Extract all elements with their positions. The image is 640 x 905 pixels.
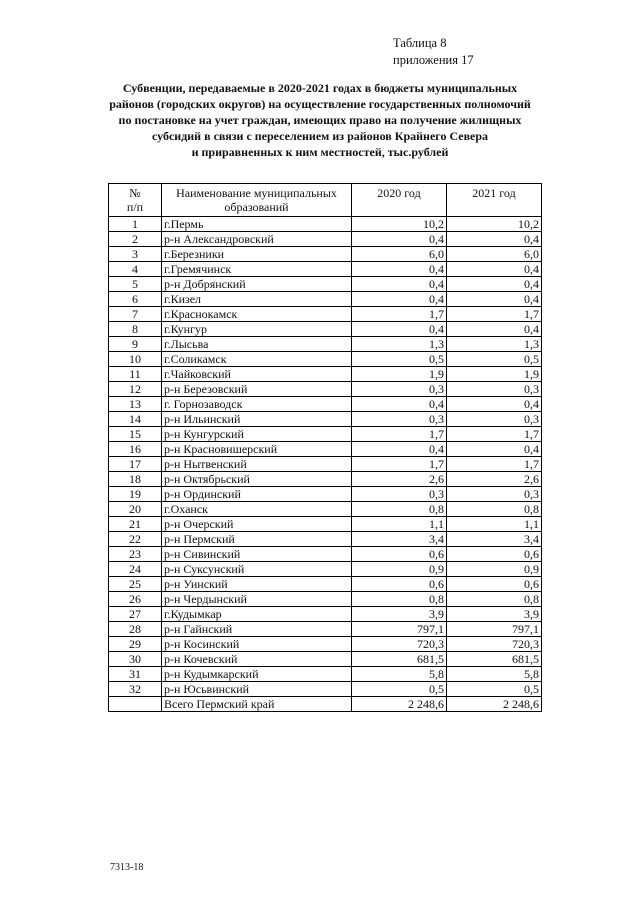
row-name: г.Кунгур [162, 322, 352, 337]
table-row [109, 337, 542, 352]
subsidy-table [108, 183, 542, 712]
row-name: г.Чайковский [162, 367, 352, 382]
table-row [109, 232, 542, 247]
table-row [109, 577, 542, 592]
row-value-2021: 0,3 [447, 412, 542, 427]
row-number: 2 [109, 232, 162, 247]
title-line-1: Субвенции, передаваемые в 2020-2021 годах в бюджеты муниципальных [122, 81, 518, 95]
row-name: г.Лысьва [162, 337, 352, 352]
row-name: г.Пермь [162, 217, 352, 232]
row-value-2020: 1,7 [352, 427, 447, 442]
table-row [109, 682, 542, 697]
table-row [109, 562, 542, 577]
row-number: 3 [109, 247, 162, 262]
row-value-2021: 0,4 [447, 322, 542, 337]
row-value-2021: 6,0 [447, 247, 542, 262]
row-number: 9 [109, 337, 162, 352]
row-value-2021: 0,4 [447, 277, 542, 292]
row-value-2020: 5,8 [352, 667, 447, 682]
row-value-2020: 0,8 [352, 502, 447, 517]
row-name: р-н Ординский [162, 487, 352, 502]
table-row [109, 352, 542, 367]
row-value-2020: 3,4 [352, 532, 447, 547]
row-value-2021: 3,4 [447, 532, 542, 547]
table-row [109, 457, 542, 472]
row-value-2021: 797,1 [447, 622, 542, 637]
row-value-2020: 2,6 [352, 472, 447, 487]
row-name: р-н Октябрьский [162, 472, 352, 487]
row-value-2020: 1,3 [352, 337, 447, 352]
table-row [109, 667, 542, 682]
row-number: 11 [109, 367, 162, 382]
row-name: р-н Пермский [162, 532, 352, 547]
row-name: р-н Красновишерский [162, 442, 352, 457]
row-number: 1 [109, 217, 162, 232]
table-row [109, 412, 542, 427]
row-name: г.Гремячинск [162, 262, 352, 277]
row-number: 5 [109, 277, 162, 292]
table-row [109, 382, 542, 397]
table-row [109, 592, 542, 607]
row-value-2021: 5,8 [447, 667, 542, 682]
row-number: 6 [109, 292, 162, 307]
table-row [109, 532, 542, 547]
row-value-2021: 0,5 [447, 352, 542, 367]
total-label: Всего Пермский край [162, 697, 352, 712]
row-value-2020: 0,3 [352, 412, 447, 427]
header-2020: 2020 год [352, 184, 447, 217]
row-name: р-н Кудымкарский [162, 667, 352, 682]
row-number: 21 [109, 517, 162, 532]
header-number-line-2: п/п [126, 200, 144, 214]
row-number: 23 [109, 547, 162, 562]
title-line-3: по постановке на учет граждан, имеющих право на получение жилищных [118, 113, 522, 127]
total-value-2021: 2 248,6 [447, 697, 542, 712]
row-number: 14 [109, 412, 162, 427]
table-row [109, 502, 542, 517]
table-row [109, 247, 542, 262]
row-value-2020: 1,1 [352, 517, 447, 532]
table-row [109, 487, 542, 502]
row-number: 26 [109, 592, 162, 607]
row-number: 16 [109, 442, 162, 457]
row-value-2020: 0,3 [352, 487, 447, 502]
row-name: р-н Косинский [162, 637, 352, 652]
row-value-2021: 720,3 [447, 637, 542, 652]
row-value-2021: 0,4 [447, 292, 542, 307]
row-name: р-н Добрянский [162, 277, 352, 292]
row-value-2021: 1,9 [447, 367, 542, 382]
reference-line-2: приложения 17 [393, 53, 474, 67]
row-number: 25 [109, 577, 162, 592]
row-value-2020: 0,4 [352, 292, 447, 307]
total-value-2020: 2 248,6 [352, 697, 447, 712]
row-name: р-н Очерский [162, 517, 352, 532]
table-body [109, 217, 542, 712]
row-number: 22 [109, 532, 162, 547]
row-value-2021: 0,6 [447, 577, 542, 592]
table-row [109, 307, 542, 322]
row-value-2020: 0,4 [352, 262, 447, 277]
row-name: р-н Суксунский [162, 562, 352, 577]
row-number: 24 [109, 562, 162, 577]
row-value-2021: 1,1 [447, 517, 542, 532]
table-row [109, 427, 542, 442]
table-reference [393, 35, 474, 69]
row-name: р-н Юсьвинский [162, 682, 352, 697]
row-value-2021: 0,3 [447, 382, 542, 397]
row-value-2021: 0,4 [447, 262, 542, 277]
document-title [100, 80, 540, 160]
row-value-2021: 681,5 [447, 652, 542, 667]
table-row [109, 607, 542, 622]
table-header-row [109, 184, 542, 217]
header-2021: 2021 год [447, 184, 542, 217]
table-row [109, 262, 542, 277]
row-value-2021: 0,4 [447, 397, 542, 412]
row-value-2021: 10,2 [447, 217, 542, 232]
title-line-4: субсидий в связи с переселением из районов Крайнего Севера [151, 129, 489, 143]
row-name: р-н Чердынский [162, 592, 352, 607]
row-value-2021: 1,7 [447, 307, 542, 322]
row-name: р-н Уинский [162, 577, 352, 592]
row-value-2021: 0,3 [447, 487, 542, 502]
table-row [109, 652, 542, 667]
row-value-2020: 0,6 [352, 577, 447, 592]
row-number: 28 [109, 622, 162, 637]
table-row [109, 547, 542, 562]
row-value-2021: 0,5 [447, 682, 542, 697]
row-name: р-н Нытвенский [162, 457, 352, 472]
row-value-2020: 0,8 [352, 592, 447, 607]
table-row [109, 277, 542, 292]
row-value-2020: 0,4 [352, 322, 447, 337]
row-value-2020: 1,7 [352, 307, 447, 322]
row-name: р-н Александровский [162, 232, 352, 247]
table-row [109, 472, 542, 487]
row-value-2020: 10,2 [352, 217, 447, 232]
row-value-2021: 0,6 [447, 547, 542, 562]
table-row [109, 217, 542, 232]
row-value-2021: 2,6 [447, 472, 542, 487]
row-value-2020: 0,6 [352, 547, 447, 562]
row-name: г.Соликамск [162, 352, 352, 367]
row-value-2020: 0,3 [352, 382, 447, 397]
table-row [109, 442, 542, 457]
table-row [109, 367, 542, 382]
header-name-line-2: образований [224, 200, 289, 214]
reference-line-1: Таблица 8 [393, 36, 447, 50]
row-name: р-н Березовский [162, 382, 352, 397]
row-value-2020: 0,5 [352, 682, 447, 697]
row-value-2020: 0,5 [352, 352, 447, 367]
table-row [109, 637, 542, 652]
row-value-2021: 0,8 [447, 592, 542, 607]
table-row [109, 292, 542, 307]
row-name: р-н Сивинский [162, 547, 352, 562]
row-number: 20 [109, 502, 162, 517]
row-number: 10 [109, 352, 162, 367]
row-value-2021: 0,4 [447, 442, 542, 457]
row-value-2020: 0,4 [352, 277, 447, 292]
row-name: р-н Гайнский [162, 622, 352, 637]
table-row [109, 322, 542, 337]
table-row [109, 622, 542, 637]
row-value-2020: 1,9 [352, 367, 447, 382]
row-number: 32 [109, 682, 162, 697]
row-value-2021: 0,8 [447, 502, 542, 517]
row-name: г.Оханск [162, 502, 352, 517]
title-line-2: районов (городских округов) на осуществление государственных полномочий [109, 97, 531, 111]
header-number-line-1: № [129, 186, 141, 200]
row-value-2020: 6,0 [352, 247, 447, 262]
row-value-2020: 720,3 [352, 637, 447, 652]
row-number: 13 [109, 397, 162, 412]
row-number: 7 [109, 307, 162, 322]
row-number: 15 [109, 427, 162, 442]
row-number: 8 [109, 322, 162, 337]
row-value-2020: 1,7 [352, 457, 447, 472]
table-row [109, 517, 542, 532]
row-name: р-н Ильинский [162, 412, 352, 427]
total-number-cell [109, 697, 162, 712]
row-value-2020: 0,4 [352, 397, 447, 412]
row-number: 29 [109, 637, 162, 652]
row-name: р-н Кочевский [162, 652, 352, 667]
row-name: р-н Кунгурский [162, 427, 352, 442]
row-number: 31 [109, 667, 162, 682]
row-value-2021: 1,7 [447, 427, 542, 442]
row-number: 17 [109, 457, 162, 472]
row-number: 19 [109, 487, 162, 502]
row-value-2020: 0,4 [352, 232, 447, 247]
header-name-line-1: Наименование муниципальных [176, 186, 337, 200]
row-value-2020: 0,4 [352, 442, 447, 457]
row-name: г.Кизел [162, 292, 352, 307]
row-name: г.Березники [162, 247, 352, 262]
header-number [109, 184, 162, 217]
row-value-2021: 1,3 [447, 337, 542, 352]
row-value-2020: 3,9 [352, 607, 447, 622]
table-row [109, 397, 542, 412]
row-value-2020: 681,5 [352, 652, 447, 667]
header-name [162, 184, 352, 217]
row-number: 4 [109, 262, 162, 277]
row-value-2021: 0,9 [447, 562, 542, 577]
row-value-2021: 3,9 [447, 607, 542, 622]
title-line-5: и приравненных к ним местностей, тыс.рублей [191, 145, 449, 159]
row-number: 27 [109, 607, 162, 622]
row-value-2020: 797,1 [352, 622, 447, 637]
row-number: 30 [109, 652, 162, 667]
table-total-row [109, 697, 542, 712]
row-name: г.Кудымкар [162, 607, 352, 622]
row-value-2021: 0,4 [447, 232, 542, 247]
row-value-2021: 1,7 [447, 457, 542, 472]
row-number: 12 [109, 382, 162, 397]
row-name: г.Краснокамск [162, 307, 352, 322]
row-value-2020: 0,9 [352, 562, 447, 577]
row-number: 18 [109, 472, 162, 487]
row-name: г. Горнозаводск [162, 397, 352, 412]
document-code: 7313-18 [110, 862, 144, 873]
